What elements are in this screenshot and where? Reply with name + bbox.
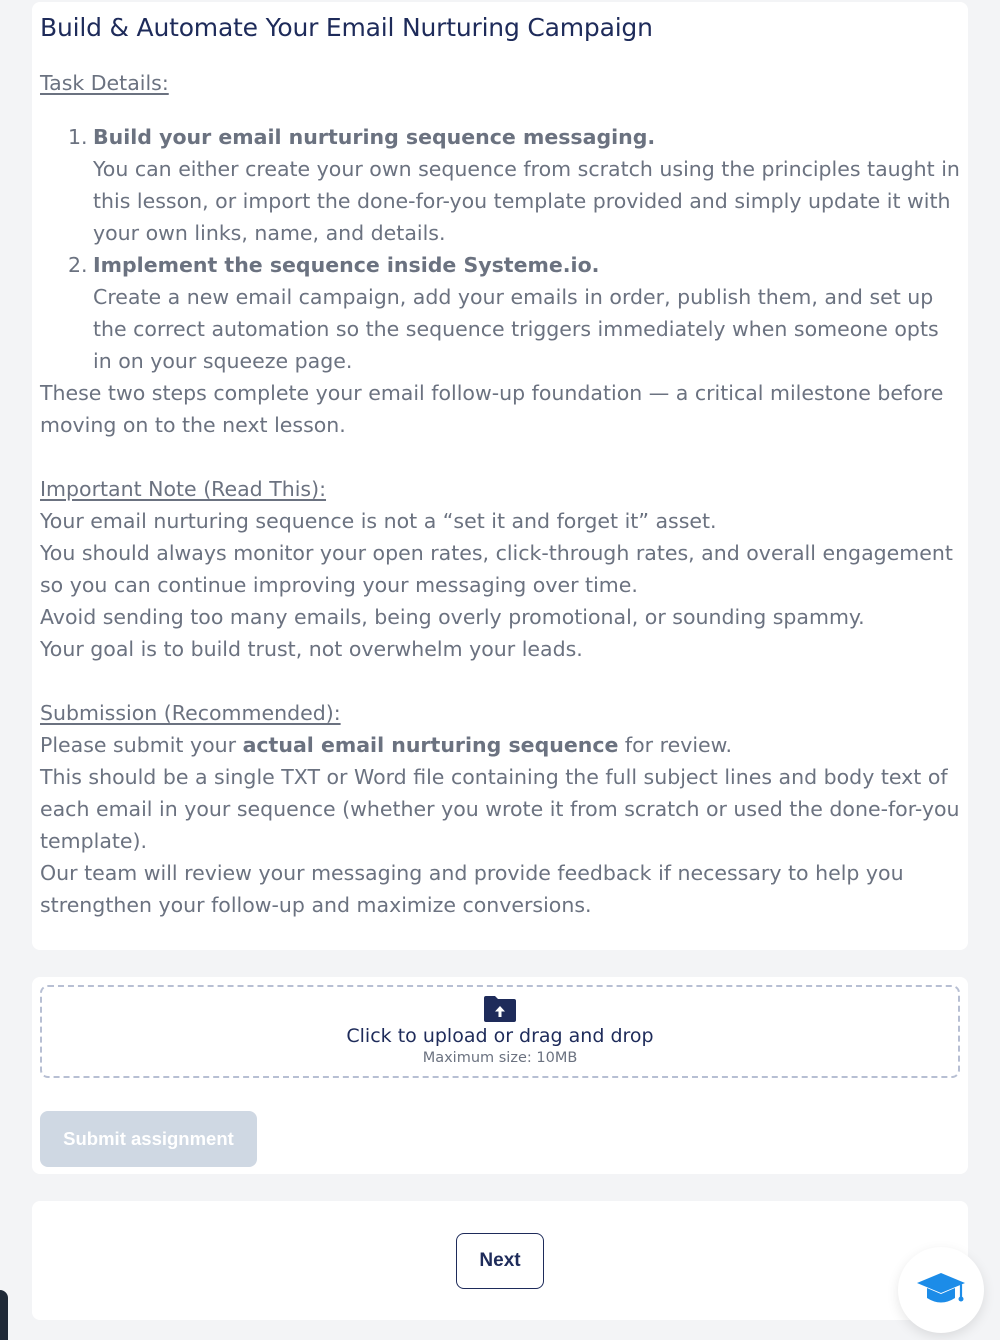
window-edge xyxy=(0,1290,8,1340)
note-line: Your email nurturing sequence is not a “set it and forget it” asset. xyxy=(40,509,717,533)
submission-text: for review. xyxy=(618,733,733,757)
task-details-heading: Task Details: xyxy=(40,71,169,95)
submission-text: Please submit your xyxy=(40,733,243,757)
next-button[interactable]: Next xyxy=(456,1233,544,1289)
note-line: Avoid sending too many emails, being overly promotional, or sounding spammy. xyxy=(40,605,865,629)
dropzone-size-limit: Maximum size: 10MB xyxy=(422,1049,578,1066)
navigation-card xyxy=(32,1201,968,1320)
step-body: Create a new email campaign, add your emails in order, publish them, and set up the correct automation so the sequence triggers immediately when someone opts in on your squeeze page. xyxy=(93,285,939,373)
step-title: Implement the sequence inside Systeme.io. xyxy=(93,253,600,277)
submission-line: This should be a single TXT or Word file containing the full subject lines and body text of each email in your sequence (whether you wrote it from scratch or used the done-for-you template). xyxy=(40,765,960,853)
file-dropzone[interactable] xyxy=(40,985,960,1078)
list-item xyxy=(40,249,960,377)
submission-line xyxy=(40,729,960,761)
submit-assignment-button[interactable]: Submit assignment xyxy=(40,1111,257,1167)
step-number: 2. xyxy=(68,253,88,277)
upload-card xyxy=(32,977,968,1174)
folder-upload-icon xyxy=(484,996,516,1022)
dropzone-label: Click to upload or drag and drop xyxy=(346,1024,654,1047)
submission-heading: Submission (Recommended): xyxy=(40,701,341,725)
task-steps-list xyxy=(40,121,960,377)
step-title: Build your email nurturing sequence messaging. xyxy=(93,125,656,149)
note-line: You should always monitor your open rates, click-through rates, and overall engagement so you can continue improving your messaging over time. xyxy=(40,541,953,597)
list-item xyxy=(40,121,960,249)
note-line: Your goal is to build trust, not overwhelm your leads. xyxy=(40,637,583,661)
submission-emphasis: actual email nurturing sequence xyxy=(242,733,619,757)
assignment-instructions-card xyxy=(32,2,968,950)
step-body: You can either create your own sequence from scratch using the principles taught in this lesson, or import the done-for-you template provided and simply update it with your own links, name, and details. xyxy=(93,157,960,245)
important-note-heading: Important Note (Read This): xyxy=(40,477,327,501)
course-help-button[interactable] xyxy=(898,1247,984,1333)
task-summary: These two steps complete your email follow-up foundation — a critical milestone before moving on to the next lesson. xyxy=(40,381,944,437)
step-number: 1. xyxy=(68,125,88,149)
graduation-cap-icon xyxy=(915,1271,967,1309)
page-title: Build & Automate Your Email Nurturing Campaign xyxy=(40,13,653,42)
submission-line: Our team will review your messaging and provide feedback if necessary to help you strengthen your follow-up and maximize conversions. xyxy=(40,861,904,917)
